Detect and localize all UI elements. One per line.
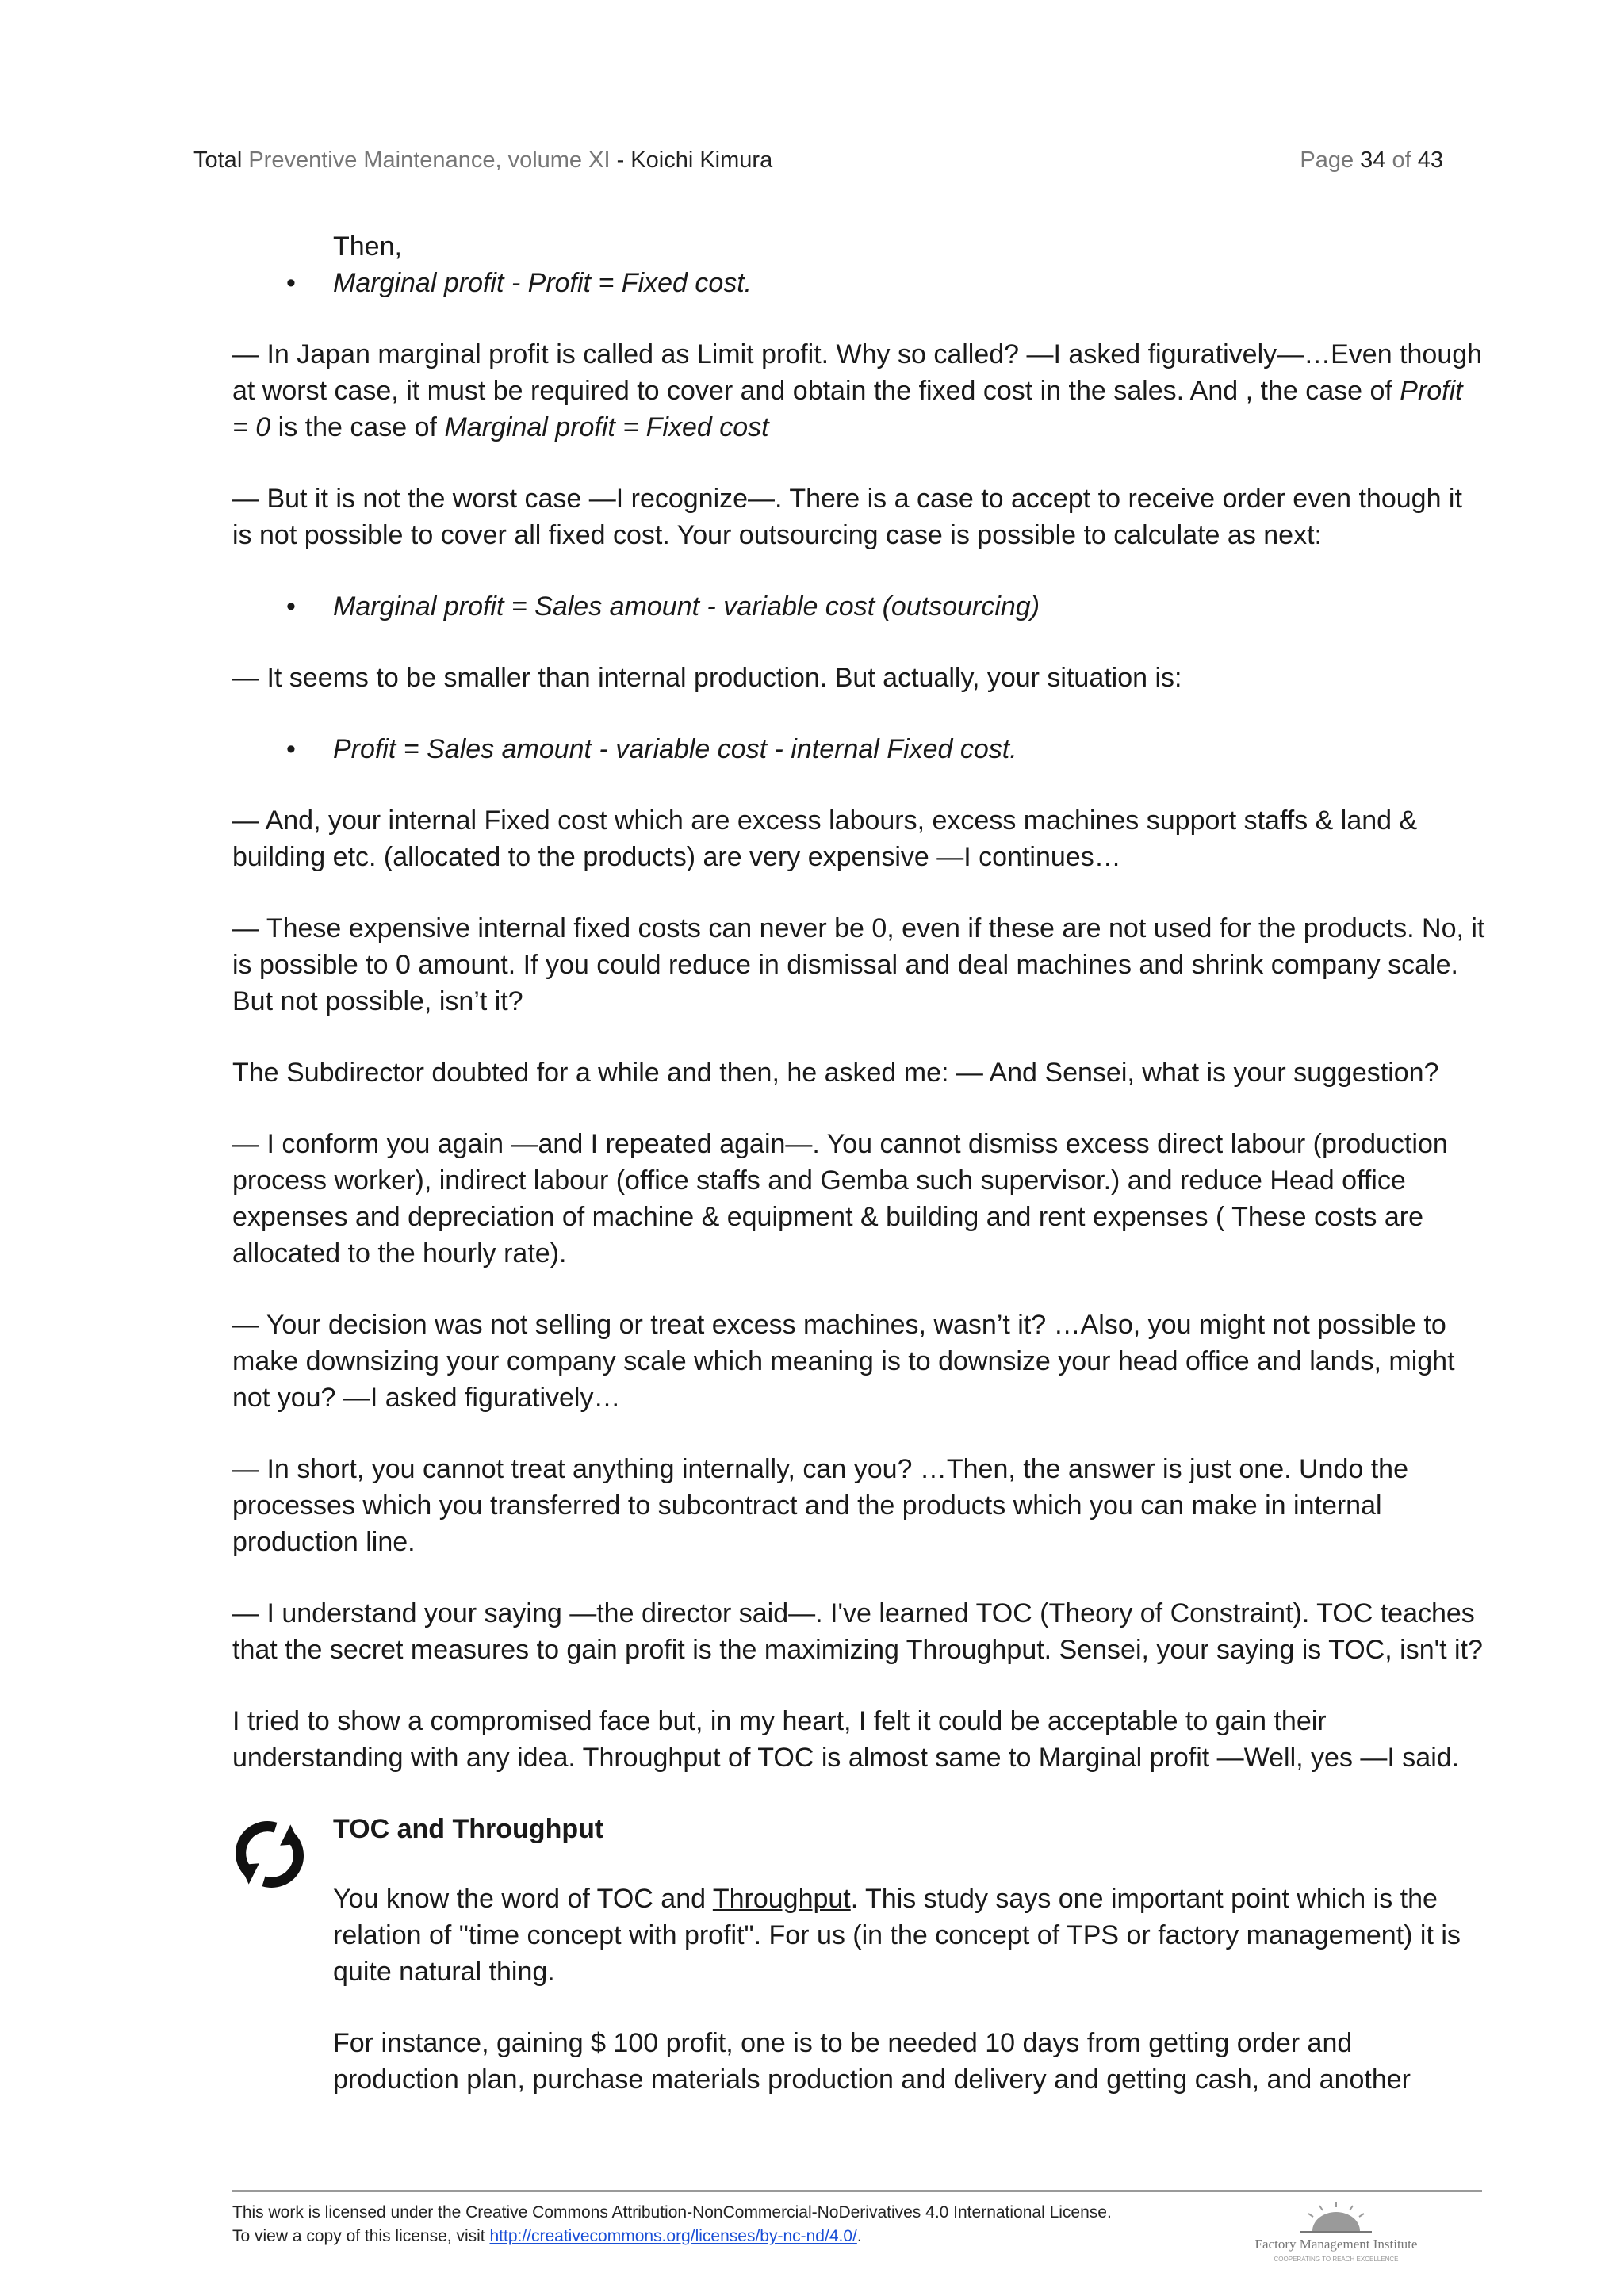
page-label: Page [1300, 147, 1361, 173]
license-link-line [232, 2225, 1184, 2248]
throughput-link[interactable]: Throughput [712, 1884, 851, 1914]
page-of: of [1385, 147, 1418, 173]
then-line: Then, [333, 232, 402, 262]
page-header [193, 147, 1443, 174]
paragraph: For instance, gaining $ 100 profit, one is to be needed 10 days from getting order and production plan, purchase materials production and delivery and getting cash, and another [333, 2028, 1411, 2095]
formula-text: Marginal profit = Fixed cost [444, 412, 769, 442]
paragraph: — In short, you cannot treat anything internally, can you? …Then, the answer is just one. Undo the processes which you transferred to subcontract and the products which you can make in internal production line. [232, 1454, 1408, 1557]
factory-management-institute-logo [1237, 2199, 1435, 2271]
paragraph: — But it is not the worst case —I recognize—. There is a case to accept to receive order even though it is not possible to cover all fixed cost. Your outsourcing case is possible to calculate as next: [232, 484, 1462, 550]
bullet-text: Marginal profit - Profit = Fixed cost. [333, 268, 753, 298]
bullet-text: Profit = Sales amount - variable cost - internal Fixed cost. [333, 734, 1017, 764]
license-link-suffix: . [856, 2227, 862, 2245]
paragraph [333, 1881, 1485, 1990]
paragraph: — Your decision was not selling or treat excess machines, wasn’t it? …Also, you might not possible to make downsizing your company scale which meaning is to downsize your head office and lands, might not you? —I asked figuratively… [232, 1310, 1455, 1413]
paragraph: — I conform you again —and I repeated again—. You cannot dismiss excess direct labour (production process worker), indirect labour (office staffs and Gemba such supervisor.) and reduce Head office expenses and depreciation of machine & equipment & building and rent expenses ( These costs are allocated to the hourly rate). [232, 1129, 1448, 1269]
paragraph [232, 336, 1485, 446]
paragraph: I tried to show a compromised face but, in my heart, I felt it could be acceptable to gain their understanding with any idea. Throughput of TOC is almost same to Marginal profit —Well, yes —I said. [232, 1706, 1460, 1773]
toc-throughput-section [232, 1811, 1485, 2098]
footer-divider [232, 2190, 1482, 2192]
paragraph: The Subdirector doubted for a while and then, he asked me: — And Sensei, what is your suggestion? [232, 1058, 1439, 1088]
paragraph-text: — In Japan marginal profit is called as Limit profit. Why so called? —I asked figuratively—…Even though at worst case, it must be required to cover and obtain the fixed cost in the sales. And , the case of [232, 339, 1483, 406]
title-part-1: Total [193, 147, 243, 173]
title-part-2: Preventive Maintenance, volume XI [242, 147, 617, 173]
paragraph-text: . This study says one important point which is the relation of "time concept with profit". For us (in the concept of TPS or factory management) it is quite natural thing. [333, 1884, 1461, 1987]
page-total: 43 [1417, 147, 1443, 173]
logo-tagline: COOPERATING TO REACH EXCELLENCE [1274, 2256, 1399, 2263]
bullet-item [232, 265, 1485, 301]
page-footer [232, 2201, 1184, 2248]
page-content [232, 228, 1485, 2133]
bullet-icon: • [286, 268, 296, 298]
paragraph: — I understand your saying —the director said—. I've learned TOC (Theory of Constraint). TOC teaches that the secret measures to gain profit is the maximizing Throughput. Sensei, your saying is TOC, isn't it? [232, 1598, 1483, 1665]
bullet-icon: • [286, 591, 296, 622]
bullet-item [232, 588, 1485, 625]
bullet-item [232, 731, 1485, 767]
paragraph: — It seems to be smaller than internal production. But actually, your situation is: [232, 663, 1182, 693]
cycle-arrows-icon [232, 1817, 307, 1892]
document-title [193, 147, 772, 174]
page-number [1300, 147, 1443, 174]
title-part-3: - Koichi Kimura [616, 147, 773, 173]
section-title: TOC and Throughput [333, 1814, 604, 1844]
page-current: 34 [1360, 147, 1386, 173]
paragraph: — These expensive internal fixed costs can never be 0, even if these are not used for the products. No, it is possible to 0 amount. If you could reduce in dismissal and deal machines and shrink company scale. But not possible, isn’t it? [232, 913, 1485, 1016]
logo-text: Factory Management Institute [1254, 2237, 1418, 2252]
bullet-icon: • [286, 734, 296, 764]
license-link[interactable]: http://creativecommons.org/licenses/by-nc-nd/4.0/ [489, 2227, 857, 2245]
license-text: This work is licensed under the Creative Commons Attribution-NonCommercial-NoDerivatives 4.0 International License. [232, 2203, 1112, 2221]
bullet-text: Marginal profit = Sales amount - variable cost (outsourcing) [333, 591, 1040, 622]
paragraph-text: You know the word of TOC and [333, 1884, 713, 1914]
paragraph-text: is the case of [270, 412, 445, 442]
paragraph: — And, your internal Fixed cost which are excess labours, excess machines support staffs & land & building etc. (allocated to the products) are very expensive —I continues… [232, 806, 1418, 872]
formula-text: Profit = 0 [232, 376, 1463, 442]
license-link-prefix: To view a copy of this license, visit [232, 2227, 490, 2245]
